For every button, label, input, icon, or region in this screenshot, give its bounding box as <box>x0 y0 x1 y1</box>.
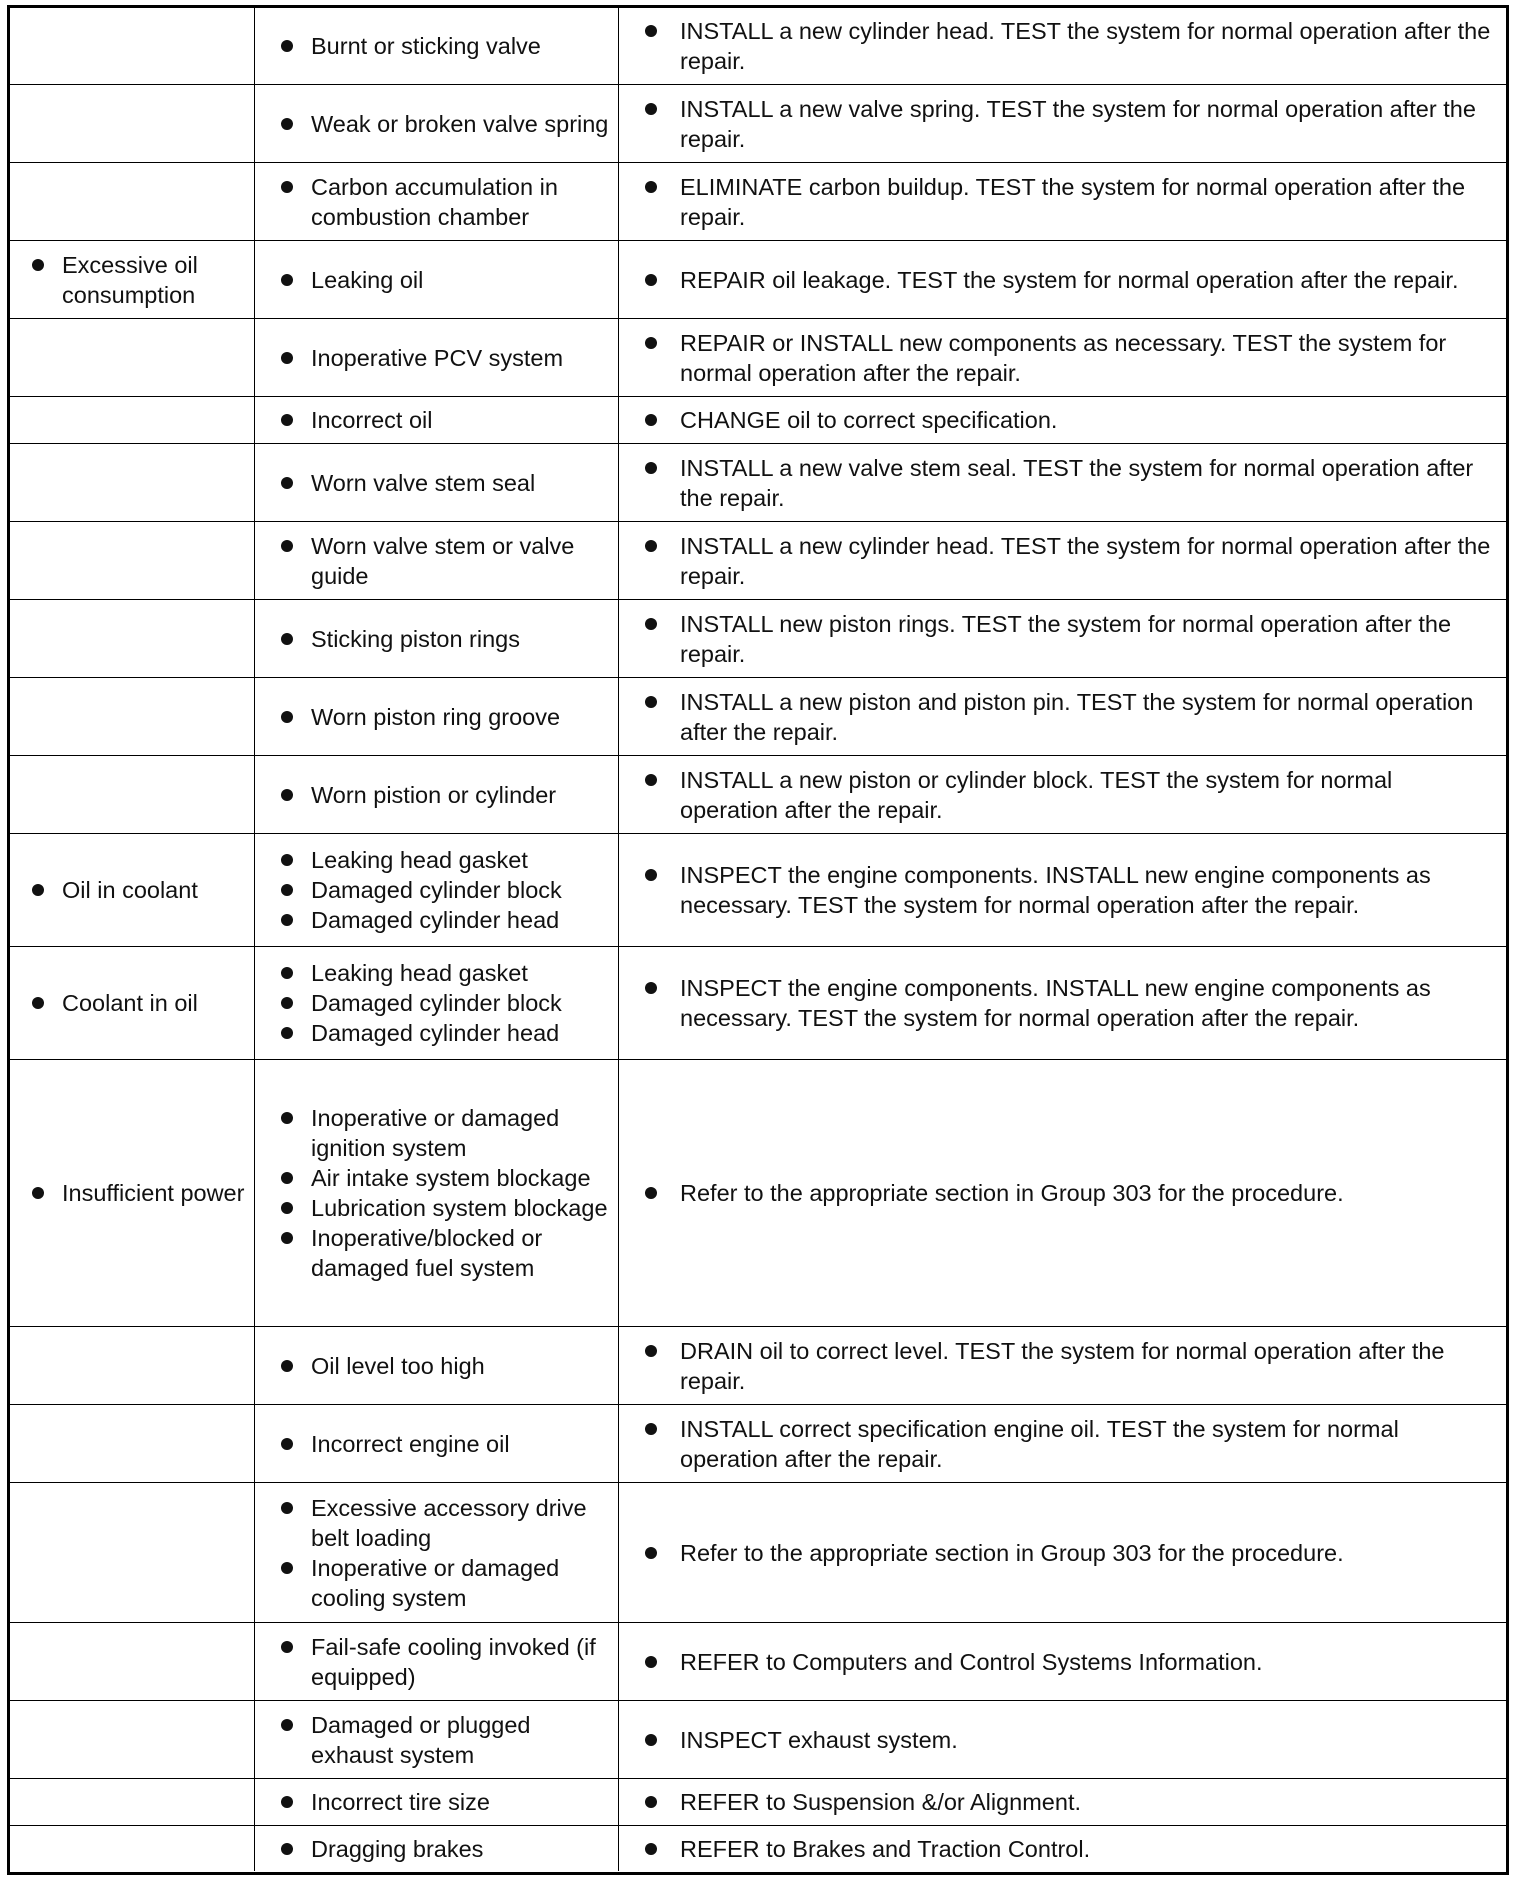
cause-item <box>281 265 612 295</box>
action-cell <box>619 600 1506 677</box>
action-text: REPAIR oil leakage. TEST the system for normal operation after the repair. <box>680 266 1459 293</box>
cause-text: Damaged cylinder head <box>311 1020 560 1046</box>
symptom-cell <box>10 1826 255 1871</box>
table-row <box>10 241 1506 319</box>
bullet-icon <box>32 988 62 1018</box>
cause-item <box>281 531 612 591</box>
symptom-cell <box>10 1483 255 1622</box>
action-text: INSTALL a new piston and piston pin. TEST the system for normal operation after the repair. <box>680 688 1474 745</box>
symptom-cell <box>10 1779 255 1825</box>
bullet-icon <box>645 973 680 1003</box>
bullet-icon <box>281 1710 311 1740</box>
action-cell <box>619 1327 1506 1404</box>
symptom-cell <box>10 241 255 318</box>
action-text: REFER to Suspension &/or Alignment. <box>680 1789 1082 1815</box>
cause-item <box>281 172 612 232</box>
cause-cell <box>255 522 619 599</box>
cause-text: Inoperative or damaged ignition system <box>311 1105 560 1161</box>
cause-text: Damaged or plugged exhaust system <box>311 1711 531 1768</box>
cause-item <box>281 875 612 905</box>
cause-text: Excessive accessory drive belt loading <box>311 1494 587 1551</box>
bullet-icon <box>645 1178 680 1208</box>
table-row <box>10 1483 1506 1623</box>
bullet-icon <box>645 531 680 561</box>
cause-item <box>281 31 612 61</box>
cause-item <box>281 1223 612 1283</box>
action-item <box>645 265 1496 295</box>
action-cell <box>619 1405 1506 1482</box>
action-text: DRAIN oil to correct level. TEST the system for normal operation after the repair. <box>680 1337 1445 1394</box>
bullet-icon <box>281 1787 311 1817</box>
symptom-cell <box>10 834 255 946</box>
bullet-icon <box>281 1834 311 1864</box>
action-text: INSPECT exhaust system. <box>680 1726 958 1753</box>
cause-item <box>281 468 612 498</box>
cause-text: Sticking piston rings <box>311 625 520 652</box>
diagnosis-table <box>7 5 1509 1875</box>
table-row <box>10 1779 1506 1826</box>
action-text: Refer to the appropriate section in Group 303 for the procedure. <box>680 1180 1344 1206</box>
action-item <box>645 687 1496 747</box>
cause-cell <box>255 678 619 755</box>
bullet-icon <box>281 702 311 732</box>
symptom-cell <box>10 319 255 396</box>
table-row <box>10 319 1506 397</box>
cause-text: Damaged cylinder head <box>311 907 560 933</box>
cause-text: Inoperative/blocked or damaged fuel system <box>311 1225 543 1281</box>
bullet-icon <box>281 172 311 202</box>
bullet-icon <box>281 265 311 295</box>
action-item <box>645 1336 1496 1396</box>
table-row <box>10 522 1506 600</box>
action-item <box>645 1538 1496 1568</box>
table-row <box>10 1623 1506 1701</box>
bullet-icon <box>645 1725 680 1755</box>
bullet-icon <box>645 609 680 639</box>
action-text: Refer to the appropriate section in Group 303 for the procedure. <box>680 1539 1344 1566</box>
bullet-icon <box>281 624 311 654</box>
cause-cell <box>255 1327 619 1404</box>
action-cell <box>619 85 1506 162</box>
symptom-text: Oil in coolant <box>62 877 198 903</box>
action-cell <box>619 947 1506 1059</box>
cause-cell <box>255 8 619 84</box>
bullet-icon <box>281 958 311 988</box>
bullet-icon <box>281 1632 311 1662</box>
action-text: REFER to Brakes and Traction Control. <box>680 1835 1091 1862</box>
action-cell <box>619 1060 1506 1326</box>
bullet-icon <box>281 1103 311 1133</box>
cause-text: Leaking head gasket <box>311 960 528 986</box>
cause-text: Worn pistion or cylinder <box>311 781 557 808</box>
cause-text: Air intake system blockage <box>311 1165 591 1191</box>
action-cell <box>619 241 1506 318</box>
action-text: INSTALL a new valve spring. TEST the system for normal operation after the repair. <box>680 95 1476 152</box>
cause-item <box>281 905 612 935</box>
action-item <box>645 765 1496 825</box>
symptom-cell <box>10 1405 255 1482</box>
cause-text: Inoperative PCV system <box>311 344 564 371</box>
action-item <box>645 1414 1496 1474</box>
symptom-cell <box>10 522 255 599</box>
action-item <box>645 94 1496 154</box>
bullet-icon <box>281 343 311 373</box>
bullet-icon <box>645 687 680 717</box>
action-text: INSTALL a new valve stem seal. TEST the system for normal operation after the repair. <box>680 454 1474 511</box>
cause-item <box>281 1018 612 1048</box>
cause-item <box>281 702 612 732</box>
table-row <box>10 85 1506 163</box>
action-cell <box>619 397 1506 443</box>
cause-item <box>281 1632 612 1692</box>
table-row <box>10 600 1506 678</box>
symptom-cell <box>10 8 255 84</box>
cause-item <box>281 405 612 435</box>
table-row <box>10 834 1506 947</box>
action-text: CHANGE oil to correct specification. <box>680 407 1058 433</box>
bullet-icon <box>281 845 311 875</box>
bullet-icon <box>281 109 311 139</box>
bullet-icon <box>645 1538 680 1568</box>
bullet-icon <box>645 328 680 358</box>
bullet-icon <box>281 31 311 61</box>
cause-text: Inoperative or damaged cooling system <box>311 1554 560 1611</box>
cause-text: Lubrication system blockage <box>311 1195 608 1221</box>
table-row <box>10 397 1506 444</box>
action-item <box>645 405 1496 435</box>
cause-item <box>281 780 612 810</box>
symptom-item <box>32 875 198 905</box>
table-row <box>10 678 1506 756</box>
table-row <box>10 1701 1506 1779</box>
bullet-icon <box>281 875 311 905</box>
cause-text: Worn piston ring groove <box>311 703 561 730</box>
symptom-text: Insufficient power <box>62 1180 245 1206</box>
action-cell <box>619 1483 1506 1622</box>
symptom-cell <box>10 397 255 443</box>
action-text: INSTALL a new piston or cylinder block. TEST the system for normal operation after the repair. <box>680 766 1393 823</box>
cause-cell <box>255 163 619 240</box>
action-cell <box>619 1779 1506 1825</box>
bullet-icon <box>281 905 311 935</box>
symptom-cell <box>10 947 255 1059</box>
cause-cell <box>255 1701 619 1778</box>
action-item <box>645 453 1496 513</box>
cause-text: Oil level too high <box>311 1352 485 1379</box>
symptom-cell <box>10 85 255 162</box>
action-text: INSPECT the engine components. INSTALL new engine components as necessary. TEST the system for normal operation after the repair. <box>680 975 1431 1031</box>
action-item <box>645 1178 1496 1208</box>
table-row <box>10 444 1506 522</box>
bullet-icon <box>281 1163 311 1193</box>
cause-item <box>281 1834 612 1864</box>
bullet-icon <box>645 1787 680 1817</box>
action-item <box>645 973 1496 1033</box>
action-item <box>645 16 1496 76</box>
symptom-cell <box>10 1623 255 1700</box>
cause-text: Weak or broken valve spring <box>311 110 609 137</box>
cause-text: Leaking head gasket <box>311 847 528 873</box>
bullet-icon <box>281 780 311 810</box>
cause-text: Worn valve stem or valve guide <box>311 532 575 589</box>
symptom-cell <box>10 678 255 755</box>
table-row <box>10 756 1506 834</box>
bullet-icon <box>281 988 311 1018</box>
table-row <box>10 163 1506 241</box>
cause-cell <box>255 397 619 443</box>
cause-cell <box>255 241 619 318</box>
cause-item <box>281 958 612 988</box>
bullet-icon <box>32 1178 62 1208</box>
bullet-icon <box>645 172 680 202</box>
action-item <box>645 1787 1496 1817</box>
action-text: INSTALL a new cylinder head. TEST the system for normal operation after the repair. <box>680 18 1491 74</box>
cause-text: Dragging brakes <box>311 1835 484 1862</box>
action-cell <box>619 1623 1506 1700</box>
bullet-icon <box>645 94 680 124</box>
symptom-cell <box>10 1060 255 1326</box>
symptom-cell <box>10 1327 255 1404</box>
action-item <box>645 328 1496 388</box>
bullet-icon <box>32 250 62 280</box>
symptom-cell <box>10 1701 255 1778</box>
cause-cell <box>255 1405 619 1482</box>
bullet-icon <box>645 1834 680 1864</box>
cause-item <box>281 109 612 139</box>
bullet-icon <box>645 16 680 46</box>
cause-text: Damaged cylinder block <box>311 877 562 903</box>
action-item <box>645 172 1496 232</box>
bullet-icon <box>645 860 680 890</box>
bullet-icon <box>645 765 680 795</box>
action-cell <box>619 163 1506 240</box>
symptom-item <box>32 250 250 310</box>
table-row <box>10 947 1506 1060</box>
cause-text: Worn valve stem seal <box>311 469 536 496</box>
cause-item <box>281 1493 612 1553</box>
bullet-icon <box>281 1223 311 1253</box>
cause-text: Fail-safe cooling invoked (if equipped) <box>311 1633 596 1690</box>
cause-text: Incorrect oil <box>311 407 433 433</box>
action-cell <box>619 522 1506 599</box>
table-row <box>10 1405 1506 1483</box>
cause-text: Burnt or sticking valve <box>311 33 541 59</box>
bullet-icon <box>281 1018 311 1048</box>
cause-cell <box>255 834 619 946</box>
cause-item <box>281 1193 612 1223</box>
cause-text: Leaking oil <box>311 266 424 293</box>
bullet-icon <box>645 1414 680 1444</box>
action-cell <box>619 756 1506 833</box>
action-text: INSTALL correct specification engine oil. TEST the system for normal operation after the repair. <box>680 1415 1399 1472</box>
bullet-icon <box>281 1553 311 1583</box>
action-item <box>645 609 1496 669</box>
symptom-item <box>32 1178 244 1208</box>
bullet-icon <box>645 405 680 435</box>
table-row <box>10 8 1506 85</box>
action-cell <box>619 8 1506 84</box>
bullet-icon <box>281 531 311 561</box>
cause-cell <box>255 444 619 521</box>
cause-item <box>281 988 612 1018</box>
action-text: REPAIR or INSTALL new components as necessary. TEST the system for normal operation after the repair. <box>680 329 1447 386</box>
cause-item <box>281 343 612 373</box>
cause-cell <box>255 756 619 833</box>
bullet-icon <box>645 453 680 483</box>
action-text: INSPECT the engine components. INSTALL new engine components as necessary. TEST the system for normal operation after the repair. <box>680 862 1431 918</box>
bullet-icon <box>645 1647 680 1677</box>
cause-cell <box>255 600 619 677</box>
cause-item <box>281 1163 612 1193</box>
cause-item <box>281 1787 612 1817</box>
bullet-icon <box>281 1493 311 1523</box>
action-item <box>645 860 1496 920</box>
action-text: REFER to Computers and Control Systems Information. <box>680 1648 1263 1675</box>
action-item <box>645 531 1496 591</box>
symptom-cell <box>10 163 255 240</box>
cause-item <box>281 1429 612 1459</box>
cause-text: Incorrect tire size <box>311 1789 490 1815</box>
bullet-icon <box>645 265 680 295</box>
symptom-text: Excessive oil consumption <box>62 251 198 308</box>
bullet-icon <box>281 1429 311 1459</box>
action-cell <box>619 834 1506 946</box>
cause-cell <box>255 1623 619 1700</box>
symptom-text: Coolant in oil <box>62 990 198 1016</box>
symptom-cell <box>10 600 255 677</box>
cause-text: Incorrect engine oil <box>311 1430 510 1457</box>
action-item <box>645 1834 1496 1864</box>
action-cell <box>619 1701 1506 1778</box>
action-text: INSTALL a new cylinder head. TEST the system for normal operation after the repair. <box>680 532 1491 589</box>
bullet-icon <box>32 875 62 905</box>
cause-cell <box>255 947 619 1059</box>
action-text: INSTALL new piston rings. TEST the system for normal operation after the repair. <box>680 610 1452 667</box>
cause-cell <box>255 85 619 162</box>
cause-item <box>281 624 612 654</box>
cause-text: Damaged cylinder block <box>311 990 562 1016</box>
action-cell <box>619 319 1506 396</box>
action-cell <box>619 444 1506 521</box>
table-row <box>10 1327 1506 1405</box>
cause-cell <box>255 1483 619 1622</box>
action-item <box>645 1647 1496 1677</box>
cause-item <box>281 1710 612 1770</box>
bullet-icon <box>281 405 311 435</box>
table-row <box>10 1826 1506 1871</box>
symptom-cell <box>10 756 255 833</box>
action-cell <box>619 678 1506 755</box>
action-item <box>645 1725 1496 1755</box>
cause-cell <box>255 319 619 396</box>
cause-item <box>281 1351 612 1381</box>
action-text: ELIMINATE carbon buildup. TEST the system for normal operation after the repair. <box>680 173 1466 230</box>
cause-text: Carbon accumulation in combustion chamber <box>311 173 558 230</box>
action-cell <box>619 1826 1506 1871</box>
cause-item <box>281 1103 612 1163</box>
bullet-icon <box>281 468 311 498</box>
cause-item <box>281 1553 612 1613</box>
cause-cell <box>255 1779 619 1825</box>
cause-cell <box>255 1060 619 1326</box>
symptom-cell <box>10 444 255 521</box>
cause-item <box>281 845 612 875</box>
symptom-item <box>32 988 198 1018</box>
cause-cell <box>255 1826 619 1871</box>
table-row <box>10 1060 1506 1327</box>
bullet-icon <box>281 1351 311 1381</box>
bullet-icon <box>645 1336 680 1366</box>
bullet-icon <box>281 1193 311 1223</box>
